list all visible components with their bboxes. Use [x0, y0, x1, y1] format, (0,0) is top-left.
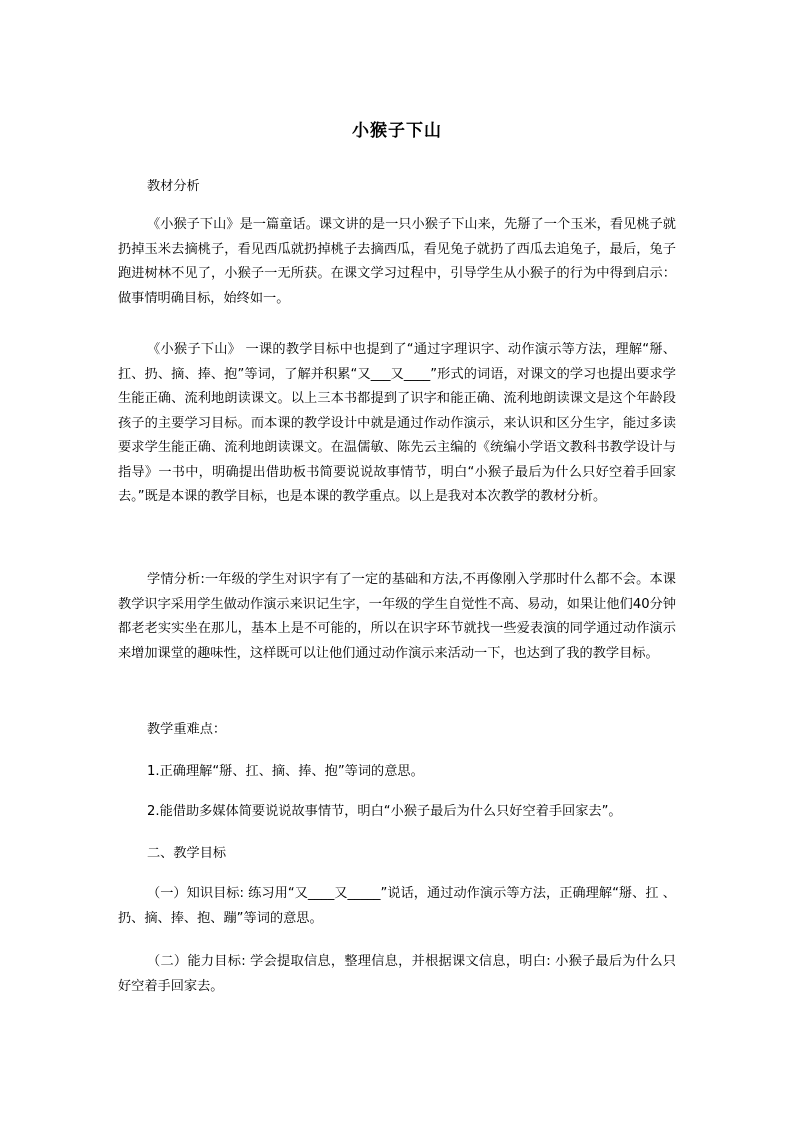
heading-teaching-objectives: 二、教学目标: [147, 846, 227, 861]
paragraph-teaching-goals: 《小猴子下山》 一课的教学目标中也提到了“通过字理识字、动作演示等方法，理解“掰、扛、扔、摘、捧、抱”等词，了解并积累“又___又____”形式的词语，对课文的学习也提出要求学生能正确、流利地朗读课文。以上三本书都提到了识字和能正确、流利地朗读课文是这个年龄段孩子的主要学习目标。而本课的教学设计中就是通过作动作演示，来认识和区分生字，能过多读要求学生能正确、流利地朗读课文。在温儒敏、陈先云主编的《统编小学语文教科书教学设计与指导》一书中，明确提出借助板书简要说说故事情节，明白“小猴子最后为什么只好空着手回家去。”既是本课的教学目标，也是本课的教学重点。以上是我对本次教学的教材分析。: [118, 342, 676, 504]
document-title: 小猴子下山: [352, 121, 442, 141]
key-point-2: 2.能借助多媒体简要说说故事情节，明白“小猴子最后为什么只好空着手回家去”。: [147, 804, 622, 819]
paragraph-intro: 《小猴子下山》是一篇童话。课文讲的是一只小猴子下山来，先掰了一个玉米，看见桃子就扔掉玉米去摘桃子，看见西瓜就扔掉桃子去摘西瓜，看见兔子就扔了西瓜去追兔子，最后，兔子跑进树林不见了，小猴子一无所获。在课文学习过程中，引导学生从小猴子的行为中得到启示：做事情明确目标，始终如一。: [118, 217, 676, 306]
objective-knowledge: （一）知识目标: 练习用“又____又_____”说话，通过动作演示等方法，正确理解“掰、扛 、扔、摘、捧、抱、蹦”等词的意思。: [118, 886, 676, 926]
key-point-1: 1.正确理解“掰、扛、摘、捧、抱”等词的意思。: [147, 764, 424, 779]
objective-ability: （二）能力目标: 学会提取信息，整理信息，并根据课文信息，明白: 小猴子最后为什么只好空着手回家去。: [118, 954, 676, 994]
heading-key-difficulties: 教学重难点：: [147, 722, 227, 737]
heading-material-analysis: 教材分析: [147, 179, 200, 194]
paragraph-student-analysis: 学情分析:一年级的学生对识字有了一定的基础和方法,不再像刚入学那时什么都不会。本课教学识字采用学生做动作演示来识记生字，一年级的学生自觉性不高、易动，如果让他们40分钟都老老实实坐在那儿，基本上是不可能的，所以在识字环节就找一些爱表演的同学通过动作演示来增加课堂的趣味性，这样既可以让他们通过动作演示来活动一下，也达到了我的教学目标。: [118, 572, 676, 661]
